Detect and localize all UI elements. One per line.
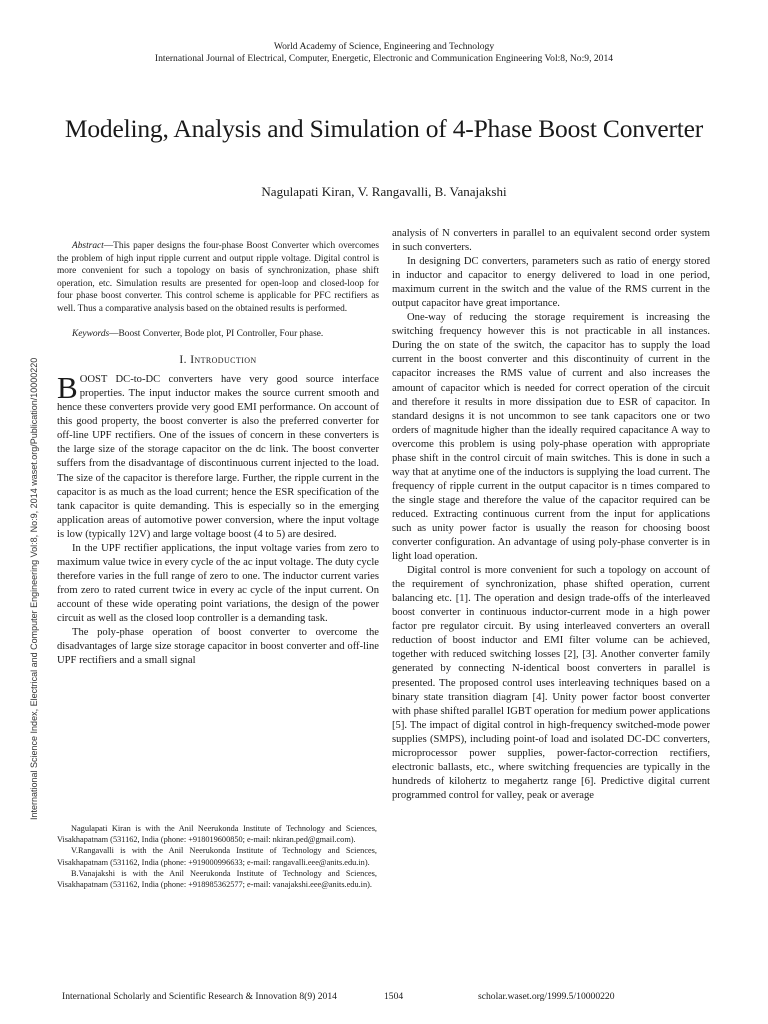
abstract-text: —This paper designs the four-phase Boost Converter which overcomes the problem of high input ripple current and output ripple voltage. Digital control is more convenient for such a topology on basis of synchronization, phase shift operation, etc. Simulation results are presented for open-loop and closed-loop for four phase boost converter. This control scheme is applicable for PFC rectifiers as well. Thus a comparative analysis based on the obtained results is performed. bbox=[57, 241, 379, 314]
right-paragraph-1: analysis of N converters in parallel to an equivalent second order system in such converters. bbox=[392, 228, 710, 254]
footnote-author-3: B.Vanajakshi is with the Anil Neerukonda Institute of Technology and Sciences, Visakhapatnam (531162, India (phone: +918985362577; e-mail: vanajakshi.eee@anits.edu.in). bbox=[57, 868, 377, 890]
paper-authors: Nagulapati Kiran, V. Rangavalli, B. Vanajakshi bbox=[261, 184, 507, 199]
footnote-author-1: Nagulapati Kiran is with the Anil Neerukonda Institute of Technology and Sciences, Visakhapatnam (531162, India (phone: +918019600850; e-mail: nkiran.ped@gmail.com). bbox=[57, 824, 377, 845]
footer-url[interactable]: scholar.waset.org/1999.5/10000220 bbox=[478, 991, 615, 1002]
footer-page-number: 1504 bbox=[384, 991, 404, 1002]
section-title: Introduction bbox=[190, 354, 257, 367]
intro-paragraph-1-text: OOST DC-to-DC converters have very good source interface properties. The input inductor makes the source current smooth and hence these converters provide very good EMI performance. On account of this good property, the boost converter is also the preferred converter for off-line UPF rectifiers. One of the issues of concern in these converters is the large size of the storage capacitor on the dc link. The boost converter suffers from the disadvantage of discontinuous current injected to the load. The size of the capacitor is therefore large. Further, the ripple current in the capacitor is as much as the load current; hence the ESR specification of the tank capacitor is quite demanding. This is especially so in the emerging application areas of automotive power conversion, where the input voltage is low (typically 12V) and large voltage boost (4 to 5) are desired. bbox=[57, 374, 379, 540]
footer-publisher: International Scholarly and Scientific Research & Innovation 8(9) 2014 bbox=[62, 991, 337, 1002]
sidebar-citation: International Science Index, Electrical and Computer Engineering Vol:8, No:9, 2014 waset.org/Publication/10000220 bbox=[29, 357, 39, 820]
keywords-text: —Boost Converter, Bode plot, PI Controller, Four phase. bbox=[109, 328, 324, 339]
author-footnotes bbox=[57, 823, 377, 890]
section-number: I. bbox=[179, 354, 191, 367]
paper-title: Modeling, Analysis and Simulation of 4-Phase Boost Converter bbox=[64, 114, 704, 143]
keywords-label: Keywords bbox=[72, 328, 110, 339]
intro-paragraph-3: The poly-phase operation of boost converter to overcome the disadvantages of large size storage capacitor in boost converter and off-line UPF rectifiers and a small signal bbox=[57, 627, 379, 667]
drop-cap: B bbox=[57, 370, 78, 406]
left-column bbox=[57, 240, 379, 668]
footnote-author-2: V.Rangavalli is with the Anil Neerukonda Institute of Technology and Sciences, Visakhapatnam (531162, India (phone: +919000996633; e-mail: rangavalli.eee@anits.edu.in). bbox=[57, 846, 377, 867]
intro-paragraph-2: In the UPF rectifier applications, the input voltage varies from zero to maximum value twice in every cycle of the ac input voltage. The duty cycle therefore varies in the full range of zero to one. The inductor current varies from zero to rated current twice in every ac cycle of the input current. On account of these wide operating point variations, the design of the power circuit as well as the closed loop controller is a demanding task. bbox=[57, 542, 379, 624]
journal-header-line2: International Journal of Electrical, Computer, Energetic, Electronic and Communication Engineering Vol:8, No:9, 2014 bbox=[154, 53, 614, 64]
right-paragraph-3: One-way of reducing the storage requirement is increasing the switching frequency however this is not practicable in all instances. During the on state of the switch, the capacitor has to supply the load current in the boost converter and this discontinuity of current in the capacitor increases the RMS value of current and also increases the amount of capacitor which is needed for correct operation of the circuit and therefore it results in more dissipation due to ESR of capacitor. In standard designs it is not uncommon to see tank capacitors one or two orders of magnitude higher than the ideally required capacitance A way to overcome this problem is using poly-phase operation with appropriate phase shift in the control circuit of main switches. This is done in such a way that at anytime one of the inductors is supplying the load current. The frequency of ripple current in the output capacitor is n times compared to the single stage and therefore the value of the capacitor required can be reduced. Extracting continuous current from the input for applications such as unity power factor is usually the reason for choosing boost converter configuration. An advantage of using poly-phase converter is in light load operation. bbox=[392, 312, 710, 563]
right-paragraph-2: In designing DC converters, parameters such as ratio of energy stored in inductor and capacitor to energy delivered to load in one period, maximum current in the switch and the value of the RMS current in the output capacitor have great importance. bbox=[392, 256, 710, 310]
section-heading bbox=[57, 353, 379, 367]
abstract-label: Abstract bbox=[72, 241, 104, 251]
right-paragraph-4: Digital control is more convenient for such a topology on account of the requirement of synchronization, phase shifted operation, current balancing etc. [1]. The operation and design trade-offs of the interleaved boost converter in continuous inductor-current mode in a high power factor pre regulator circuit. By using interleaved converters an overall reduction of boost inductor and EMI filter volume can be achieved, together with reduced switching losses [2], [3]. Another converter family generated by connecting N-identical boost converters in parallel is presented. The proposed control uses interleaving techniques based on a binary state transition diagram [4]. Unity power factor boost converter with phase shifted parallel IGBT operation for medium power applications [5]. The impact of digital control in high-frequency switched-mode power supplies (SMPS), including point-of load and isolated DC-DC converters, microprocessor power supplies, power-factor-correction rectifiers, electronic ballasts, etc., where switching frequencies are typically in the hundreds of kilohertz to megahertz range [6]. Predictive digital current programmed control for valley, peak or average bbox=[392, 565, 710, 801]
intro-paragraph-1 bbox=[57, 370, 379, 542]
right-column bbox=[392, 227, 710, 803]
journal-header-line1: World Academy of Science, Engineering and Technology bbox=[273, 41, 495, 52]
abstract-block bbox=[57, 240, 379, 340]
